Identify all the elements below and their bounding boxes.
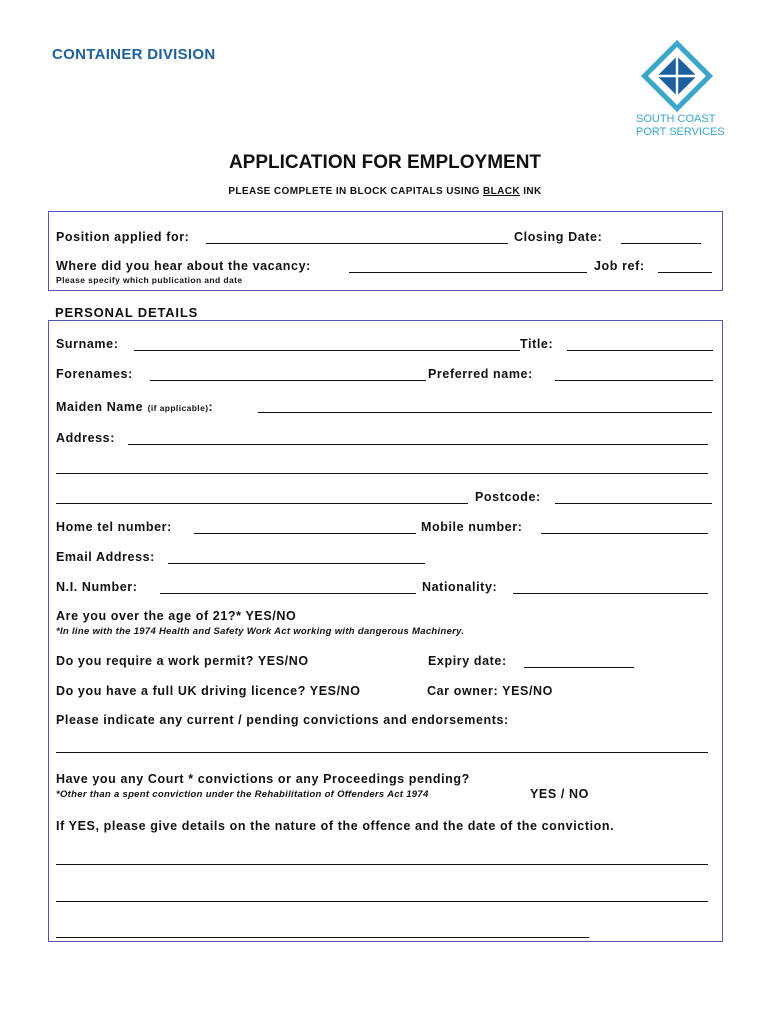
page-subtitle <box>0 186 770 197</box>
age-note: *In line with the 1974 Health and Safety Work Act working with dangerous Machinery. <box>56 626 465 637</box>
if-yes-instruction: If YES, please give details on the nature of the offence and the date of the conviction. <box>56 819 615 833</box>
surname-field[interactable] <box>134 350 520 351</box>
surname-label: Surname: <box>56 337 119 351</box>
logo-wordmark <box>636 113 725 139</box>
postcode-label: Postcode: <box>475 490 541 504</box>
expiry-date-field[interactable] <box>524 667 634 668</box>
court-note: *Other than a spent conviction under the Rehabilitation of Offenders Act 1974 <box>56 789 429 800</box>
vacancy-field[interactable] <box>349 272 587 273</box>
address-line-1[interactable] <box>128 444 708 445</box>
division-title: CONTAINER DIVISION <box>52 46 216 63</box>
ni-number-field[interactable] <box>160 593 416 594</box>
forenames-field[interactable] <box>150 380 426 381</box>
job-ref-field[interactable] <box>658 272 712 273</box>
email-field[interactable] <box>168 563 425 564</box>
job-ref-label: Job ref: <box>594 259 645 273</box>
diamond-logo-icon <box>636 40 718 112</box>
mobile-field[interactable] <box>541 533 708 534</box>
subtitle-black: BLACK <box>483 186 521 197</box>
convictions-field[interactable] <box>56 752 708 753</box>
vacancy-label: Where did you hear about the vacancy: <box>56 259 311 273</box>
subtitle-text: PLEASE COMPLETE IN BLOCK CAPITALS USING <box>228 186 484 197</box>
subtitle-ink: INK <box>520 186 542 197</box>
home-tel-field[interactable] <box>194 533 416 534</box>
ni-number-label: N.I. Number: <box>56 580 138 594</box>
car-owner-question[interactable]: Car owner: YES/NO <box>427 684 553 698</box>
logo-line-2: PORT SERVICES <box>636 126 725 138</box>
closing-date-field[interactable] <box>621 243 701 244</box>
maiden-name-text: Maiden Name <box>56 400 144 414</box>
preferred-name-field[interactable] <box>555 380 713 381</box>
driving-licence-question[interactable]: Do you have a full UK driving licence? YES/NO <box>56 684 361 698</box>
details-line-2[interactable] <box>56 901 708 902</box>
closing-date-label: Closing Date: <box>514 230 603 244</box>
nationality-field[interactable] <box>513 593 708 594</box>
details-line-3[interactable] <box>56 937 589 938</box>
nationality-label: Nationality: <box>422 580 498 594</box>
position-label: Position applied for: <box>56 230 190 244</box>
address-line-3[interactable] <box>56 503 468 504</box>
work-permit-question[interactable]: Do you require a work permit? YES/NO <box>56 654 309 668</box>
address-line-2[interactable] <box>56 473 708 474</box>
title-field[interactable] <box>567 350 713 351</box>
maiden-colon: : <box>208 400 214 414</box>
details-line-1[interactable] <box>56 864 708 865</box>
preferred-name-label: Preferred name: <box>428 367 533 381</box>
page-title: APPLICATION FOR EMPLOYMENT <box>228 152 542 173</box>
age-question[interactable]: Are you over the age of 21?* YES/NO <box>56 609 297 623</box>
forenames-label: Forenames: <box>56 367 133 381</box>
postcode-field[interactable] <box>555 503 712 504</box>
maiden-name-field[interactable] <box>258 412 712 413</box>
address-label: Address: <box>56 431 115 445</box>
mobile-label: Mobile number: <box>421 520 523 534</box>
court-yes-no[interactable]: YES / NO <box>530 787 589 801</box>
logo-line-1: SOUTH COAST <box>636 113 716 125</box>
court-question: Have you any Court * convictions or any Proceedings pending? <box>56 772 470 786</box>
title-label: Title: <box>520 337 554 351</box>
convictions-question: Please indicate any current / pending convictions and endorsements: <box>56 713 509 727</box>
maiden-name-label <box>56 398 213 416</box>
expiry-date-label: Expiry date: <box>428 654 507 668</box>
home-tel-label: Home tel number: <box>56 520 172 534</box>
position-field[interactable] <box>206 243 508 244</box>
personal-details-heading: PERSONAL DETAILS <box>55 305 199 320</box>
maiden-name-note: (if applicable) <box>147 403 209 413</box>
vacancy-note: Please specify which publication and date <box>56 275 243 285</box>
email-label: Email Address: <box>56 550 155 564</box>
